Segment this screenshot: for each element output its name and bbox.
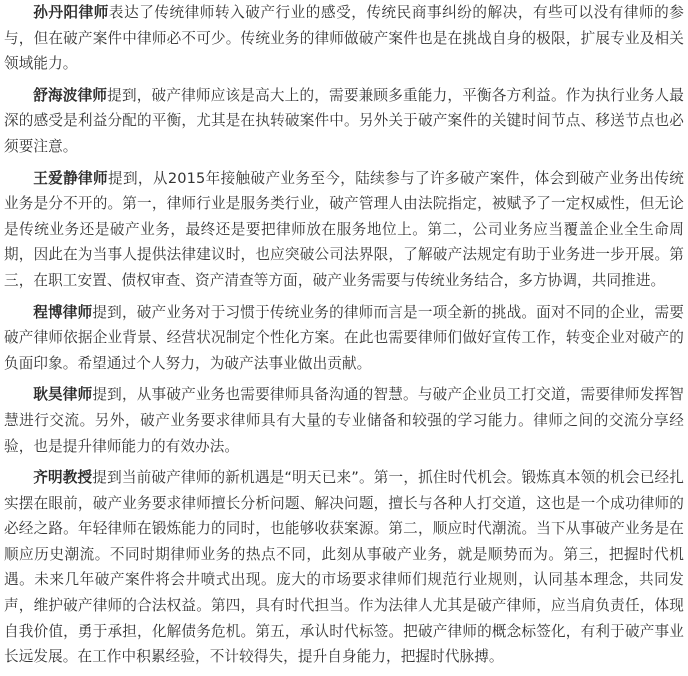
speaker-name: 舒海波律师 [33, 86, 108, 104]
speaker-name: 齐明教授 [33, 469, 93, 487]
speaker-name: 孙丹阳律师 [33, 4, 109, 21]
paragraph-text: 提到当前破产律师的新机遇是“明天已来”。第一，抓住时代机会。锻炼真本领的机会已经扎实摆在眼前，破产业务要求律师擅长分析问题、解决问题，擅长与各种人打交道，这也是一个成功律师的必经之路。年轻律师在锻炼能力的同时，也能够收获案源。第二，顺应时代潮流。当下从事破产业务是在顺应历史潮流。不同时期律师业务的热点不同，此刻从事破产业务，就是顺势而为。第三，把握时代机遇。未来几年破产案件将会井喷式出现。庞大的市场要求律师们规范行业规则，认同基本理念，共同发声，维护破产律师的合法权益。第四，具有时代担当。作为法律人尤其是破产律师，应当肩负责任，体现自我价值，勇于承担，化解债务危机。第五，承认时代标签。把破产律师的概念标签化，有利于破产事业长远发展。在工作中积累经验，不计较得失，提升自身能力，把握时代脉搏。 [4, 469, 684, 666]
speaker-name: 程博律师 [33, 303, 93, 321]
paragraph-qi-ming [4, 465, 684, 670]
paragraph-text: 提到，从2015年接触破产业务至今，陆续参与了许多破产案件，体会到破产业务出传统业务是分不开的。第一，律师行业是服务类行业，破产管理人由法院指定，被赋予了一定权威性，但无论是传统业务还是破产业务，最终还是要把律师放在服务地位上。第二，公司业务应当覆盖企业全生命周期，因此在为当事人提供法律建议时，也应突破公司法界限，了解破产法规定有助于业务进一步开展。第三，在职工安置、债权审查、资产清查等方面，破产业务需要与传统业务结合，多方协调，共同推进。 [4, 169, 684, 289]
paragraph-shu-haibo [4, 83, 684, 160]
speaker-name: 王爱静律师 [33, 169, 108, 187]
paragraph-text: 提到，破产业务对于习惯于传统业务的律师而言是一项全新的挑战。面对不同的企业，需要破产律师依据企业背景、经营状况制定个性化方案。在此也需要律师们做好宣传工作，转变企业对破产的负面印象。希望通过个人努力，为破产法事业做出贡献。 [4, 303, 684, 372]
speaker-name: 耿昊律师 [33, 386, 93, 404]
paragraph-text: 表达了传统律师转入破产行业的感受，传统民商事纠纷的解决，有些可以没有律师的参与，但在破产案件中律师必不可少。传统业务的律师做破产案件也是在挑战自身的极限，扩展专业及相关领域能力。 [4, 4, 684, 73]
paragraph-geng-hao [4, 382, 684, 459]
paragraph-text: 提到，破产律师应该是高大上的，需要兼顾多重能力，平衡各方利益。作为执行业务人最深的感受是利益分配的平衡，尤其是在执转破案件中。另外关于破产案件的关键时间节点、移送节点也必须要注意。 [4, 86, 684, 155]
paragraph-cheng-bo [4, 300, 684, 377]
paragraph-wang-aijing [4, 166, 684, 294]
paragraph-sun-danyang [4, 0, 684, 77]
paragraph-text: 提到，从事破产业务也需要律师具备沟通的智慧。与破产企业员工打交道，需要律师发挥智慧进行交流。另外，破产业务要求律师具有大量的专业储备和较强的学习能力。律师之间的交流分享经验，也是提升律师能力的有效办法。 [4, 386, 684, 455]
